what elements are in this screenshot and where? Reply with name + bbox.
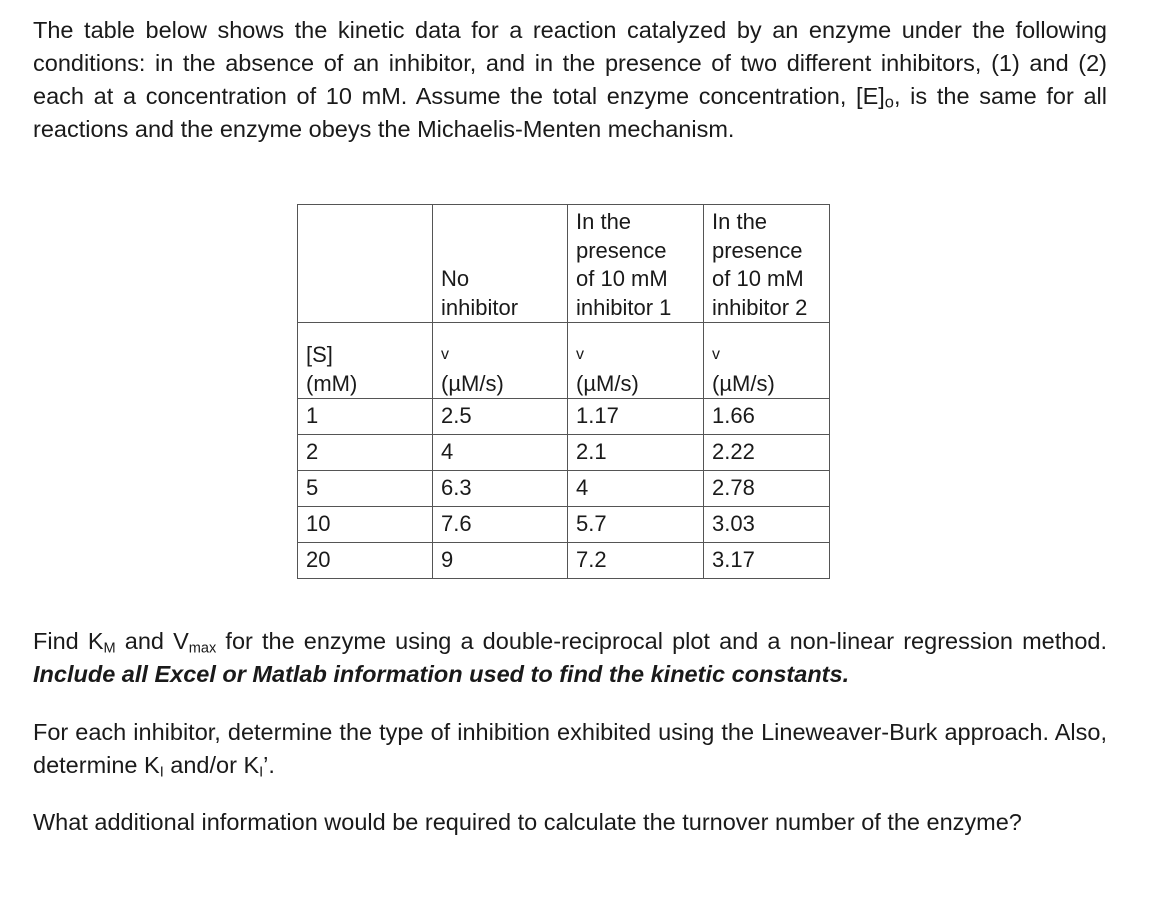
table-row	[298, 507, 830, 543]
units-rate-inhibitor-2	[704, 323, 830, 399]
table-cell: 5	[298, 471, 433, 507]
kinetic-data-table	[297, 204, 830, 579]
table-cell: 6.3	[433, 471, 568, 507]
header-text: No	[441, 266, 470, 291]
units-substrate	[298, 323, 433, 399]
table-cell: 9	[433, 543, 568, 579]
table-header-row	[298, 205, 830, 323]
header-text: of 10 mM	[712, 266, 804, 291]
units-text: v	[441, 346, 449, 363]
header-inhibitor-1	[568, 205, 704, 323]
table-cell: 2.1	[568, 435, 704, 471]
units-rate-inhibitor-1	[568, 323, 704, 399]
question-emphasis: Include all Excel or Matlab information used to find the kinetic constants.	[33, 661, 850, 687]
table-cell: 2.78	[704, 471, 830, 507]
question-text: Find K	[33, 628, 104, 654]
question-text: and/or K	[163, 752, 260, 778]
header-text: inhibitor 1	[576, 294, 672, 320]
units-rate-no-inhibitor	[433, 323, 568, 399]
table-cell: 1	[298, 399, 433, 435]
question-inhibition-type	[33, 716, 1107, 782]
units-text: (µM/s)	[712, 370, 775, 396]
table-cell: 7.6	[433, 507, 568, 543]
header-text: inhibitor 2	[712, 294, 808, 320]
table-cell: 1.17	[568, 399, 704, 435]
table-row	[298, 471, 830, 507]
table-cell: 20	[298, 543, 433, 579]
units-text: (µM/s)	[576, 370, 639, 396]
ki-subscript: I	[159, 764, 164, 781]
table-cell: 4	[568, 471, 704, 507]
header-inhibitor-2	[704, 205, 830, 323]
km-subscript: M	[103, 640, 116, 657]
intro-paragraph	[33, 14, 1107, 146]
table-cell: 7.2	[568, 543, 704, 579]
enzyme-subscript: o	[884, 93, 894, 112]
table-cell: 5.7	[568, 507, 704, 543]
vmax-subscript: max	[188, 640, 217, 657]
question-text: For each inhibitor, determine the type of inhibition exhibited using the Lineweaver-Burk approach. Also, determine K	[33, 719, 1107, 778]
question-kinetic-constants	[33, 625, 1107, 691]
header-text: inhibitor	[441, 294, 519, 320]
question-text: and V	[115, 628, 189, 654]
table-cell: 2.5	[433, 399, 568, 435]
header-cell-empty	[298, 205, 433, 323]
question-turnover-number	[33, 806, 1107, 839]
table-cell: 4	[433, 435, 568, 471]
question-text: ’.	[263, 752, 275, 778]
units-text: v	[576, 346, 584, 363]
header-no-inhibitor	[433, 205, 568, 323]
header-text: In the	[712, 209, 768, 234]
table-cell: 10	[298, 507, 433, 543]
table-cell: 2	[298, 435, 433, 471]
table-units-row	[298, 323, 830, 399]
table-cell: 2.22	[704, 435, 830, 471]
table-cell: 3.03	[704, 507, 830, 543]
table-cell: 3.17	[704, 543, 830, 579]
units-text: v	[712, 346, 720, 363]
intro-text-end: , is the same for all reactions and the enzyme obeys the Michaelis-Menten mechanism.	[33, 83, 1107, 142]
table-row	[298, 399, 830, 435]
units-text: (µM/s)	[441, 370, 504, 396]
units-text: (mM)	[306, 370, 358, 396]
question-text: for the enzyme using a double-reciprocal plot and a non-linear regression method.	[216, 628, 1107, 654]
header-text: presence	[712, 237, 803, 263]
header-text: of 10 mM	[576, 266, 668, 291]
header-text: In the	[576, 209, 632, 234]
units-text: [S]	[306, 342, 333, 367]
intro-text: The table below shows the kinetic data for a reaction catalyzed by an enzyme under the following conditions: in the absence of an inhibitor, and in the presence of two different inhibitors, (1) and (2) each at a concentration of 10 mM. Assume the total enzyme concentration, [E]	[33, 17, 1107, 109]
table-row	[298, 435, 830, 471]
header-text: presence	[576, 237, 667, 263]
ki-prime-subscript: I	[259, 764, 264, 781]
question-text: What additional information would be required to calculate the turnover number of the enzyme?	[33, 809, 1022, 835]
table-cell: 1.66	[704, 399, 830, 435]
table-row	[298, 543, 830, 579]
